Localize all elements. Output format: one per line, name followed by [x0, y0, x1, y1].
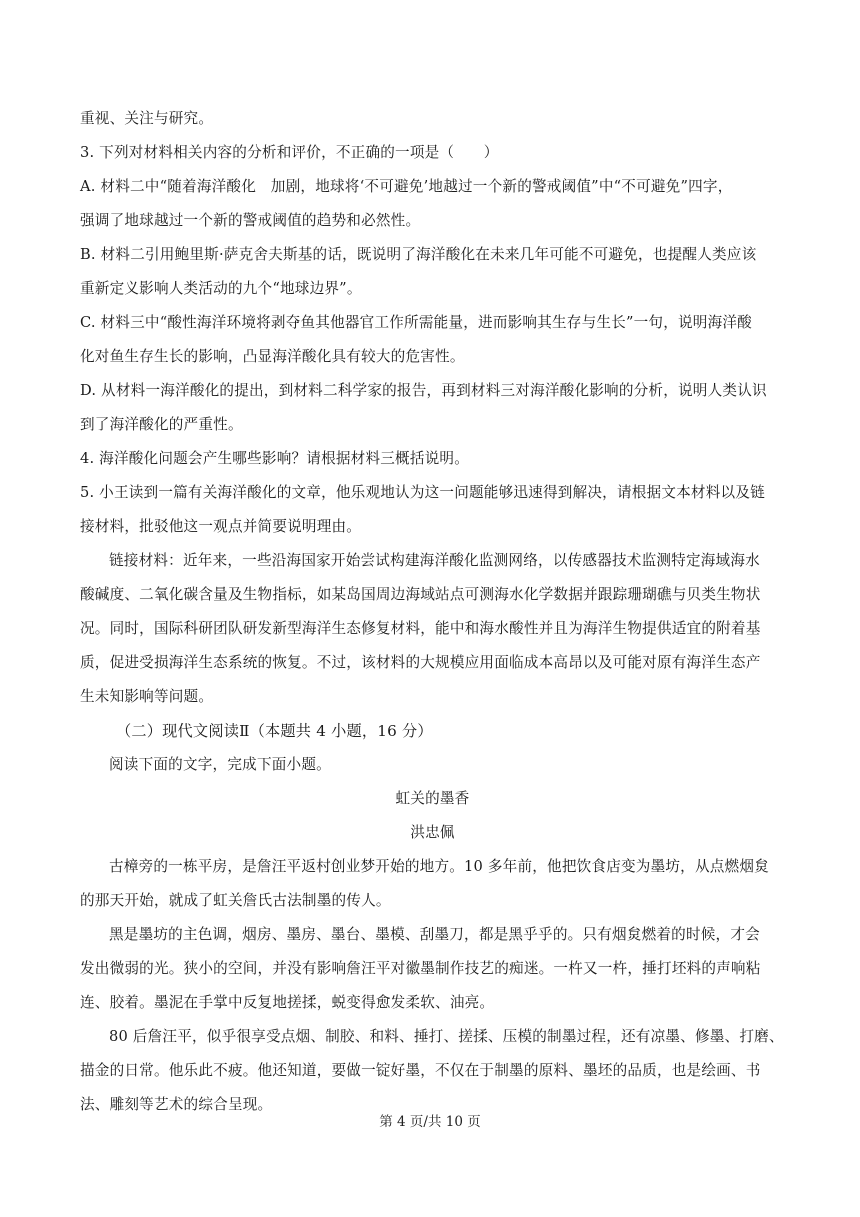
question-5: 5. 小王读到一篇有关海洋酸化的文章，他乐观地认为这一问题能够迅速得到解决，请根据文本材料以及链: [80, 484, 765, 501]
question-5-cont: 接材料，批驳他这一观点并简要说明理由。: [80, 518, 362, 535]
link-material-line: 酸碱度、二氧化碳含量及生物指标，如某岛国周边海域站点可测海水化学数据并跟踪珊瑚礁与贝类生物状: [80, 586, 761, 603]
option-c-cont: 化对鱼生存生长的影响，凸显海洋酸化具有较大的危害性。: [80, 348, 465, 365]
option-b-cont: 重新定义影响人类活动的九个“地球边界”。: [80, 280, 362, 297]
option-a: A. 材料二中“随着海洋酸化 加剧，地球将‘不可避免’地越过一个新的警戒阈值”中“不可避免”四字，: [80, 178, 733, 195]
question-3-stem: 3. 下列对材料相关内容的分析和评价，不正确的一项是（ ）: [80, 144, 499, 161]
option-c: C. 材料三中“酸性海洋环境将剥夺鱼其他器官工作所需能量，进而影响其生存与生长”一句，说明海洋酸: [80, 314, 752, 331]
article-title: 虹关的墨香: [395, 790, 470, 807]
article-line: 法、雕刻等艺术的综合呈现。: [80, 1096, 273, 1113]
article-paragraph: 80 后詹汪平，似乎很享受点烟、制胶、和料、捶打、搓揉、压模的制墨过程，还有凉墨、修墨、打磨、: [109, 1028, 784, 1045]
article-paragraph: 古樟旁的一栋平房，是詹汪平返村创业梦开始的地方。10 多年前，他把饮食店变为墨坊，从点燃烟炱: [109, 858, 769, 875]
link-material-line: 况。同时，国际科研团队研发新型海洋生态修复材料，能中和海水酸性并且为海洋生物提供适宜的附着基: [80, 620, 761, 637]
section-heading: （二）现代文阅读Ⅱ（本题共 4 小题，16 分）: [116, 722, 433, 740]
option-d-cont: 到了海洋酸化的严重性。: [80, 416, 243, 433]
article-line: 的那天开始，就成了虹关詹氏古法制墨的传人。: [80, 892, 391, 909]
reading-instruction: 阅读下面的文字，完成下面小题。: [109, 756, 331, 773]
link-material-line: 生未知影响等问题。: [80, 688, 214, 705]
article-line: 发出微弱的光。狭小的空间，并没有影响詹汪平对徽墨制作技艺的痴迷。一杵又一杵，捶打坯料的声响粘: [80, 960, 761, 977]
page-content: [80, 102, 785, 1122]
link-material: 链接材料：近年来，一些沿海国家开始尝试构建海洋酸化监测网络，以传感器技术监测特定海域海水: [109, 552, 760, 569]
option-a-cont: 强调了地球越过一个新的警戒阈值的趋势和必然性。: [80, 212, 421, 229]
article-author: 洪忠佩: [410, 824, 455, 841]
page-number: 第 4 页/共 10 页: [379, 1114, 481, 1130]
option-b: B. 材料二引用鲍里斯·萨克舍夫斯基的话，既说明了海洋酸化在未来几年可能不可避免，也提醒人类应该: [80, 246, 757, 263]
article-paragraph: 黑是墨坊的主色调，烟房、墨房、墨台、墨模、刮墨刀，都是黑乎乎的。只有烟炱燃着的时候，才会: [109, 926, 760, 943]
question-4: 4. 海洋酸化问题会产生哪些影响？请根据材料三概括说明。: [80, 450, 470, 467]
text-line: 重视、关注与研究。: [80, 110, 214, 127]
option-d: D. 从材料一海洋酸化的提出，到材料二科学家的报告，再到材料三对海洋酸化影响的分析，说明人类认识: [80, 382, 767, 399]
article-line: 连、胶着。墨泥在手掌中反复地搓揉，蜕变得愈发柔软、油亮。: [80, 994, 495, 1011]
article-line: 描金的日常。他乐此不疲。他还知道，要做一锭好墨，不仅在于制墨的原料、墨坯的品质，也是绘画、书: [80, 1062, 761, 1079]
link-material-line: 质，促进受损海洋生态系统的恢复。不过，该材料的大规模应用面临成本高昂以及可能对原有海洋生态产: [80, 654, 761, 671]
